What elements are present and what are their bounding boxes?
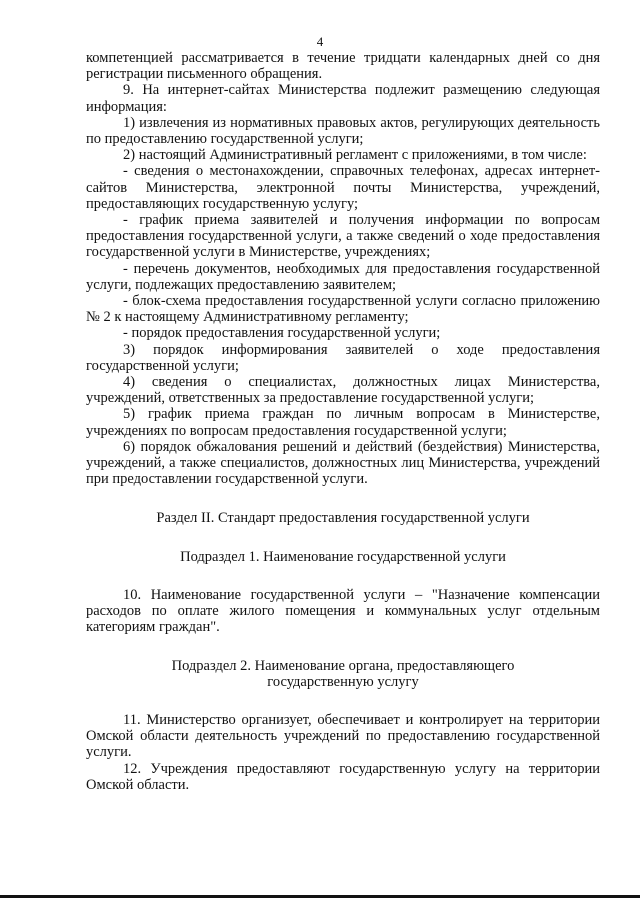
sub-item-schedule: - график приема заявителей и получения информации по вопросам предоставления государственной услуги, а также сведений о ходе предоставления государственной услуги в Министерстве, учреждениях; (86, 212, 600, 261)
subsection-2-title-line-2: государственную услугу (267, 673, 419, 690)
scan-bottom-edge (0, 895, 640, 898)
document-body (86, 50, 600, 793)
list-item-4: 4) сведения о специалистах, должностных лицах Министерства, учреждений, ответственных за предоставление государственной услуги; (86, 374, 600, 407)
sub-item-contacts: - сведения о местонахождении, справочных телефонах, адресах интернет-сайтов Министерства, электронной почты Министерства, учреждений, предоставляющих государственную услугу; (86, 163, 600, 212)
list-item-5: 5) график приема граждан по личным вопросам в Министерстве, учреждениях по вопросам предоставления государственной услуги; (86, 406, 600, 439)
paragraph-11: 11. Министерство организует, обеспечивает и контролирует на территории Омской области деятельность учреждений по предоставлению государственной услуги. (86, 711, 600, 761)
paragraph-9: 9. На интернет-сайтах Министерства подлежит размещению следующая информация: (86, 82, 600, 115)
list-item-3: 3) порядок информирования заявителей о ходе предоставления государственной услуги; (86, 341, 600, 374)
section-title: Раздел II. Стандарт предоставления государственной услуги (156, 510, 530, 527)
subsection-2-title (86, 658, 600, 690)
paragraph-10: 10. Наименование государственной услуги – "Назначение компенсации расходов по оплате жилого помещения и коммунальных услуг отдельным категориям граждан". (86, 586, 600, 636)
sub-item-flowchart: - блок-схема предоставления государственной услуги согласно приложению № 2 к настоящему Административному регламенту; (86, 293, 600, 326)
list-item-2: 2) настоящий Административный регламент с приложениями, в том числе: (123, 147, 587, 164)
subsection-2-title-line-1: Подраздел 2. Наименование органа, предоставляющего (171, 657, 515, 674)
list-item-6: 6) порядок обжалования решений и действий (бездействия) Министерства, учреждений, а также специалистов, должностных лиц Министерства, учреждений при предоставлении государственной услуги. (86, 438, 600, 488)
page-number: 4 (316, 34, 324, 49)
subsection-1-title: Подраздел 1. Наименование государственной услуги (180, 548, 506, 565)
paragraph-continuation: компетенцией рассматривается в течение тридцати календарных дней со дня регистрации письменного обращения. (86, 50, 600, 83)
paragraph-12: 12. Учреждения предоставляют государственную услугу на территории Омской области. (86, 760, 600, 793)
sub-item-documents: - перечень документов, необходимых для предоставления государственной услуги, подлежащих предоставлению заявителем; (86, 260, 600, 293)
list-item-1: 1) извлечения из нормативных правовых актов, регулирующих деятельность по предоставлению государственной услуги; (86, 114, 600, 148)
sub-item-procedure: - порядок предоставления государственной услуги; (123, 325, 441, 342)
